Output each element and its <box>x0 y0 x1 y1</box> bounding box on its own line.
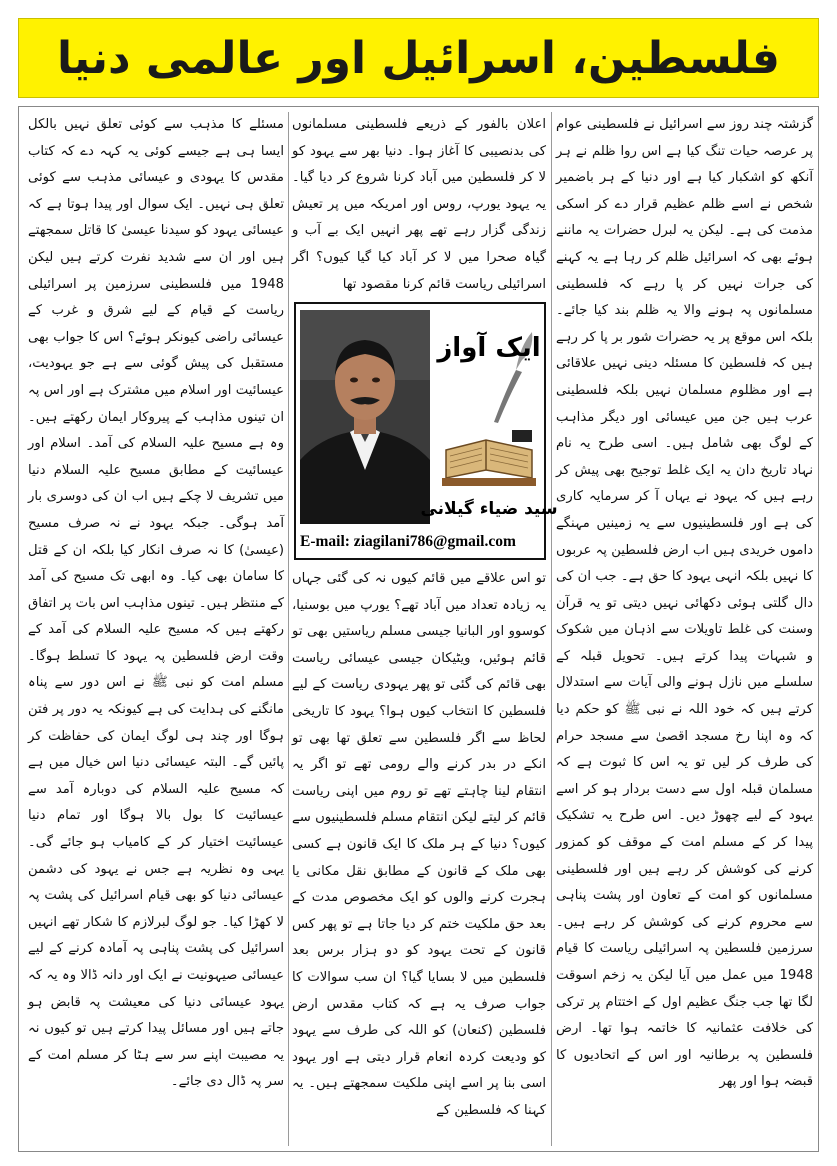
columnist-box <box>294 302 558 560</box>
column-divider <box>288 112 289 1146</box>
column-text: تو اس علاقے میں قائم کیوں نہ کی گئی جہاں یہ زیادہ تعداد میں آباد تھے؟ یورپ میں بوسنیا، کوسوو اور البانیا جیسی مسلم ریاستیں بھی تو قائم ہوئیں، ویٹیکان جیسی عیسائی ریاست بھی قائم کی گئی تو پھر یہودی ریاست کے لیے فلسطین کا انتخاب کیوں ہوا؟ یہود کا تاریخی لحاظ سے اگر فلسطین سے تعلق تھا بھی تو انکے در بدر کرنے والے رومی تھے تو اگر یہ انتقام لینا چاہتے تھے تو روم میں اپنی ریاست قائم کر لیتے لیکن انتقام مسلم فلسطینیوں سے کیوں؟ دنیا کے ہر ملک کا ایک قانون ہے کسی بھی ملک کے قانون کے مطابق نقل مکانی یا ہجرت کرنے والوں کو ایک مخصوص مدت کے بعد حق ملکیت ختم کر دیا جاتا ہے تو پھر کس قانون کے تحت یہود کو دو ہزار برس بعد فلسطین میں لا بسایا گیا؟ ان سب سوالات کا جواب صرف یہ ہے کہ کتاب مقدس ارض فلسطین (کنعان) کو اللہ کی طرف سے یہود کو ودیعت کردہ انعام قرار دیتی ہے اور یہود اسی بنا پر اسے اپنی ملکیت سمجھتے ہیں۔ یہ کہنا کہ فلسطین کے <box>292 571 546 1118</box>
column-logo <box>420 310 558 524</box>
quill-inkpot-book-icon <box>420 310 558 524</box>
author-portrait-icon <box>300 310 430 524</box>
column-text: اعلان بالفور کے ذریعے فلسطینی مسلمانوں کی بدنصیبی کا آغاز ہوا۔ دنیا بھر سے یہود کو لا کر فلسطین میں آباد کرنا شروع کر دیا گیا۔ یہ یہود یورپ، روس اور امریکہ میں پر تعیش زندگی گزار رہے تھے پھر انہیں ایک بے آب و گیاہ صحرا میں لا کر آباد کیا گیا کیوں؟ اگر اسرائیلی ریاست قائم کرنا مقصود تھا <box>292 117 546 292</box>
author-email: E-mail: ziagilani786@gmail.com <box>300 533 516 550</box>
article-column-right <box>556 112 813 1146</box>
headline-banner <box>18 18 819 98</box>
column-text: گزشتہ چند روز سے اسرائیل نے فلسطینی عوام پر عرصہ حیات تنگ کیا ہے اس روا ظلم نے ہر آنکھ کو اشکبار کیا ہے اور دنیا کے ہر باضمیر شخص نے اسے ظلم عظیم قرار دے کر اسکی مذمت کی ہے۔ لیکن یہ لبرل حضرات یہ ماننے ہوئے بھی کہ اسرائیل ظلم کر رہا ہے یہ کہنے کی جرات نہیں کر پا رہے کہ فلسطینی مسلمانوں پہ ہونے والا یہ ظلم بند کیا جائے۔ بلکہ اس موقع پر یہ حضرات شور بر پا کر رہے ہیں کہ فلسطین کا مسئلہ دینی نہیں علاقائی ہے اور مظلوم مسلمان نہیں بلکہ فلسطینی عرب ہیں جن میں عیسائی اور دیگر مذاہب کے لوگ بھی شامل ہیں۔ اسی طرح یہ نام نہاد تاریخ دان یہ ایک غلط توجیح بھی پیش کر رہے ہیں کہ یہود نے یہاں آ کر سرمایہ کاری کی ہے اور فلسطینیوں سے یہ زمینیں مہنگے داموں خریدی ہیں اب ارض فلسطین پہ عربوں کا نہیں بلکہ انہی یہود کا حق ہے۔ جب ان کی دال گلتی ہوئی دکھائی نہیں دیتی تو یہ قرآن وسنت کی غلط تاویلات سے اذہان میں شکوک و شبہات پیدا کرتے ہیں۔ تحویل قبلہ کے سلسلے میں نازل ہونے والی آیات سے استدلال کرتے ہیں کہ خود اللہ نے نبی ﷺ کو حکم دیا کہ وہ اپنا رخ مسجد اقصیٰ سے مسجد حرام کی طرف کر لیں تو یہ اس کا ثبوت ہے کہ مسلمان قبلہ اول سے دست بردار ہو کر اسے یہود کے لیے چھوڑ دیں۔ اس طرح یہ تشکیک پیدا کر کے مسلم امت کے موقف کو کمزور کرنے کی کوشش کر رہے ہیں اور فلسطینی مسلمانوں کو امت کے تعاون اور پشت پناہی سے محروم کرنے کی کوشش کر رہے ہیں۔ سرزمین فلسطین پہ اسرائیلی ریاست کا قیام 1948 میں عمل میں آیا لیکن یہ زخم اسوقت لگا تھا جب جنگ عظیم اول کے اختتام پر ترکی کی خلافت عثمانیہ کا خاتمہ ہوا تھا۔ ارض فلسطین پہ برطانیہ اور اس کے اتحادیوں کا قبضہ ہوا اور پھر <box>556 117 813 1090</box>
author-photo <box>300 310 430 524</box>
svg-text:سید ضیاء گیلانی: سید ضیاء گیلانی <box>420 499 558 519</box>
column-divider <box>551 112 552 1146</box>
article-column-middle-bottom <box>292 566 546 1146</box>
column-text: مسئلے کا مذہب سے کوئی تعلق نہیں بالکل ایسا ہی ہے جیسے کوئی یہ کہہ دے کہ کتاب مقدس کا یہودی و عیسائی مذہب سے کوئی تعلق ہی نہیں۔ ایک سوال اور پیدا ہوتا ہے کہ عیسائی یہود کو سیدنا عیسیٰ کا قاتل سمجھتے ہیں اور ان سے شدید نفرت کرتے ہیں لیکن 1948 میں فلسطینی سرزمین پر اسرائیلی ریاست کے قیام کے لیے شرق و غرب کے عیسائی راضی کیونکر ہوئے؟ اس کا جواب بھی مستقبل کی پیش گوئی سے ہے جو یہودیت، عیسائیت اور اسلام میں مشترک ہے اور اس پہ ان تینوں مذاہب کے پیروکار ایمان رکھتے ہیں۔ وہ ہے مسیح علیہ السلام کی آمد۔ اسلام اور عیسائیت کے مطابق مسیح علیہ السلام دنیا میں تشریف لا چکے ہیں اب ان کی دوسری بار آمد ہوگی۔ جبکہ یہود نے نہ صرف مسیح (عیسیٰ) کا نہ صرف انکار کیا بلکہ ان کے قتل کا سامان بھی کیا۔ وہ ابھی تک مسیح کی آمد کے منتظر ہیں۔ تینوں مذاہب اس بات پر اتفاق رکھتے ہیں کہ مسیح علیہ السلام کی آمد کے وقت ارض فلسطین پہ یہود کا تسلط ہوگا۔ مسلم امت کو نبی ﷺ نے اس دور سے پناہ مانگنے کی ہدایت کی ہے کیونکہ یہ دور پر فتن ہوگا اور چند ہی لوگ ایمان کی حفاظت کر پائیں گے۔ البتہ عیسائی دنیا اس خیال میں ہے کہ مسیح علیہ السلام کی دوبارہ آمد سے عیسائیت کا بول بالا ہوگا اور تمام دنیا عیسائیت اختیار کر کے کامیاب ہو جائے گی۔ یہی وہ نظریہ ہے جس نے یہود کی دشمن عیسائی دنیا کو بھی قیام اسرائیل کی پشت پہ لا کھڑا کیا۔ جو لوگ لبرلازم کا شکار تھے انہیں اسرائیل کی پشت پناہی پہ آمادہ کرنے کے لیے عیسائی صیہونیت نے ایک اور دانہ ڈالا وہ یہ کہ یہود عیسائی دنیا کی معیشت پہ قابض ہو جاتے ہیں اور مسائل پیدا کرتے ہیں تو کیوں نہ یہ مصیبت اپنے سر سے ہٹا کر مسلم امت کے سر پہ ڈال دی جائے۔ <box>28 117 284 1090</box>
svg-text:ایک آواز: ایک آواز <box>437 333 541 363</box>
article-column-middle-top <box>292 112 546 300</box>
headline: فلسطین، اسرائیل اور عالمی دنیا <box>57 32 780 84</box>
article-column-left <box>28 112 284 1146</box>
